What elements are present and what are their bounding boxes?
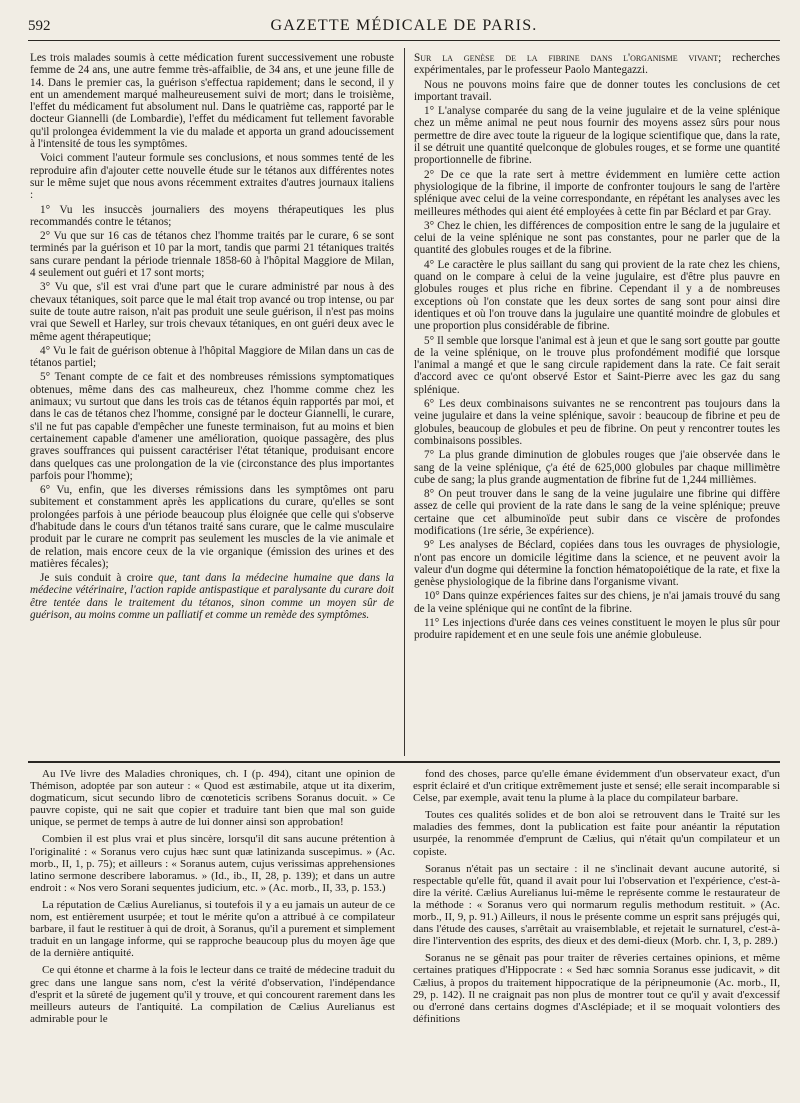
- page-header: [28, 16, 780, 41]
- paragraph: 4° Le caractère le plus saillant du sang qui provient de la rate chez les chiens, quand on le compare à celui de la veine jugulaire, est d'être plus pauvre en globules rouges et plus riche en fibrine. Cependant il y a de nombreuses exceptions où l'on constate que les deux sortes de sang sont pour ainsi dire identiques et où l'on trouve dans la jugulaire une quantité moindre de globules et une proportion plus considérable de fibrine.: [414, 258, 780, 333]
- paragraph: 6° Vu, enfin, que les diverses rémissions dans les symptômes ont paru subitement et constamment après les applications du curare, qu'elles se sont prolongées parfois à une période beaucoup plus éloignée que celle qui s'observe d'habitude dans le cours d'un tétanos traité sans curare, que le calme musculaire produit par le curare ne comprit pas seulement les muscles de la vie animale et de relation, mais encore ceux de la vie organique (émission des urines et des matières fécales);: [30, 484, 394, 570]
- paragraph: Soranus n'était pas un sectaire : il ne s'inclinait devant aucune autorité, si respectable qu'elle fût, quand il avait pour lui l'observation et l'expérience, c'est-à-dire la vérité. Cælius Aurelianus lui-même le représente comme le restaurateur de la méthode : « Soranus vero qui normarum regulis methodum restituit. » (Ac. morb., II, 9, p. 91.) Ailleurs, il nous le présente comme un esprit sans préjugés qui, dans l'étude des causes, s'arrêtait au vraisemblable, et rejetait le surnaturel, c'est-à-dire l'intervention des esprits, des dieux et des demi-dieux (Morb. chr. I, 3, p. 289.): [413, 862, 780, 948]
- article-title: Sur la genèse de la fibrine dans l'organisme vivant;: [414, 52, 722, 64]
- paragraph: 5° Il semble que lorsque l'animal est à jeun et que le sang sort goutte par goutte de la veine splénique, on le trouve plus profondément modifié que lorsque l'animal a mangé et que le sang circule rapidement dans la rate. Ce fait serait d'accord avec ce qu'ont observé Estor et Saint-Pierre avec les gaz du sang splénique.: [414, 334, 780, 396]
- paragraph: 7° La plus grande diminution de globules rouges que j'aie observée dans le sang de la veine splénique, ç'a été de 625,000 globules par chaque millimètre cube de sang; la plus grande augmentation de fibrine fut de 1,244 millièmes.: [414, 449, 780, 486]
- column-divider: [404, 48, 405, 756]
- paragraph: 3° Chez le chien, les différences de composition entre le sang de la jugulaire et celui de la veine splénique ne sont pas constantes, pour ne parler que de la quantité des globules rouges et de la fibrine.: [414, 219, 780, 257]
- paragraph: Nous ne pouvons moins faire que de donner toutes les conclusions de cet important travail.: [414, 78, 780, 103]
- paragraph: Au IVe livre des Maladies chroniques, ch. I (p. 494), citant une opinion de Thémison, adoptée par son auteur : « Quod est æstimabile, atque ut ita dixerim, dogmaticum, sicut secundo libro de cœnoteticis scribens Soranus docuit. » Ce pauvre copiste, qui ne sait que copier et traduire tant bien que mal son guide unique, se permet de temps à autre de lui donner ainsi son approbation!: [30, 768, 395, 829]
- paragraph: 4° Vu le fait de guérison obtenue à l'hôpital Maggiore de Milan dans un cas de tétanos partiel;: [30, 344, 394, 370]
- conclusion-italic: que, tant dans la médecine humaine que dans la médecine vétérinaire, l'action rapide antispastique et paralysante du curare doit être tentée dans le traitement du tétanos, sinon comme un moyen sûr de guérison, au moins comme un palliatif et comme un remède des symptômes.: [30, 572, 394, 622]
- section-divider: [28, 761, 780, 763]
- paragraph: 2° Vu que sur 16 cas de tétanos chez l'homme traités par le curare, 6 se sont terminés par la guérison et 10 par la mort, tandis que parmi 21 tétaniques traités sans curare pendant la période triennale 1858-60 à l'hôpital Maggiore de Milan, 4 seulement out guéri et 17 sont morts;: [30, 230, 394, 280]
- paragraph: 1° L'analyse comparée du sang de la veine jugulaire et de la veine splénique chez un même animal ne peut nous fournir des moyens assez sûrs pour nous permettre de dire avec toute la rigueur de la logique scientifique que, dans la rate, il se détruit une quantité quelconque de globules rouges, et se forme une quantité proportionnelle de fibrine.: [414, 105, 780, 167]
- paragraph: Soranus ne se gênait pas pour traiter de rêveries certaines opinions, et même certaines pratiques d'Hippocrate : « Sed hæc somnia Soranus esse judicavit, » dit Cælius, à propos du traitement hippocratique de la péripneumonie (Ac. morb., II, 29, p. 142). Il ne craignait pas non plus de montrer tout ce qu'il y avait d'excessif ou d'erroné dans certains dogmes d'Asclépiade; et il se moquait volontiers des définitions: [413, 952, 780, 1025]
- conclusion-paragraph: [30, 572, 394, 621]
- paragraph: Combien il est plus vrai et plus sincère, lorsqu'il dit sans aucune prétention à l'originalité : « Soranus vero cujus hæc sunt quæ latinizanda suscepimus. » (Ac. morb., II, 1, p. 75); et ailleurs : « Soranus autem, cujus verissimas apprehensiones latino sermone describere laboramus. » (Id., ib., II, 28, p. 139); et dans un autre endroit : « Nos vero Sorani sequentes judicium, etc. » (Ac. morb., II, 33, p. 153.): [30, 833, 395, 894]
- paragraph: 8° On peut trouver dans le sang de la veine jugulaire une fibrine qui diffère assez de celle qui provient de la rate dans le sang de la veine splénique; preuve certaine que cet albuminoïde peut subir dans ce viscère de profondes modifications (1re série, 3e expérience).: [414, 488, 780, 537]
- page-number: 592: [28, 18, 51, 34]
- article-subtitle: recherches expérimentales, par le professeur Paolo Mantegazzi.: [414, 52, 780, 77]
- conclusion-lead: Je suis conduit à croire: [40, 572, 159, 585]
- paragraph: 11° Les injections d'urée dans ces veines constituent le moyen le plus sûr pour produire rapidement et en une seule fois une anémie globuleuse.: [414, 617, 780, 642]
- paragraph: Voici comment l'auteur formule ses conclusions, et nous sommes tenté de les reproduire afin d'ajouter cette nouvelle étude sur le tétanos aux différentes notes sur le même sujet que nous avons récemment extraites d'autres journaux italiens :: [30, 152, 394, 202]
- paragraph: Les trois malades soumis à cette médication furent successivement une robuste femme de 24 ans, une autre femme très-affaiblie, de 34 ans, et une jeune fille de 14. Dans le premier cas, la guérison s'effectua rapidement; dans le second, il y ent un amendement marqué malheureusement suivi de mort; dans le troisième, l'effet du médicament fut absolument nul. Dans le quatrième cas, rapporté par le docteur Giannelli (de Lombardie), l'effet du médicament fut tellement favorable qu'il prolongea évidemment la vie du malade et apporta un grand adoucissement à l'intensité de tous les symptômes.: [30, 52, 394, 151]
- paragraph: 1° Vu les insuccès journaliers des moyens thérapeutiques les plus recommandés contre le tétanos;: [30, 203, 394, 228]
- paragraph: 6° Les deux combinaisons suivantes ne se rencontrent pas toujours dans la veine jugulaire et dans la veine splénique, savoir : beaucoup de fibrine et peu de globules, beaucoup de globules et peu de fibrine. On peut y rencontrer toutes les combinaisons possibles.: [414, 398, 780, 447]
- feuilleton-left-column: [30, 768, 395, 1098]
- paragraph: fond des choses, parce qu'elle émane évidemment d'un observateur exact, d'un esprit éclairé et d'un critique extrêmement juste et sensé; elle serait incomparable si Celse, par exemple, avait tenu la plume à la place du compilateur barbare.: [413, 768, 780, 805]
- running-title: GAZETTE MÉDICALE DE PARIS.: [270, 17, 538, 34]
- paragraph: 5° Tenant compte de ce fait et des nombreuses rémissions symptomatiques obtenues, même dans des cas malheureux, chez l'homme comme chez les animaux; vu surtout que dans les trois cas de tétanos équin rapportés par moi, et dans le cas de tétanos chez l'homme, consigné par le docteur Giannelli, le curare, s'il ne fut pas capable d'empêcher une funeste terminaison, fut au moins et bien certainement capable d'amener une amélioration, quoique passagère, des plus graves souffrances qui puissent caractériser l'état tétanique, produisant encore dans quelques cas une prolongation de la vie (circonstance des plus importantes parfois pour l'homme);: [30, 371, 394, 482]
- paragraph: 3° Vu que, s'il est vrai d'une part que le curare administré par nous à des chevaux tétaniques, soit parce que le mal était trop avancé ou trop intense, ou par suite de toute autre raison, n'ait pas produit une seule guérison, il n'est pas moins vrai que Sewell et Harley, sur trois chevaux tétaniques, en ont guéri deux avec le même agent thérapeutique;: [30, 281, 394, 343]
- paragraph: 9° Les analyses de Béclard, copiées dans tous les ouvrages de physiologie, n'ont pas encore un domicile légitime dans la science, et ne peuvent avoir la valeur d'un dogme qui détermine la fonction hématopoiétique de la rate, et fixe la genèse physiologique de la fibrine dans l'organisme vivant.: [414, 539, 780, 589]
- paragraph: La réputation de Cælius Aurelianus, si toutefois il y a eu jamais un auteur de ce nom, est entièrement usurpée; et tout le mérite qu'on a attribué à ce compilateur barbare, il faut le restituer à qui de droit, à Soranus, qu'il a purement et simplement traduit en un langage informe, qui se rapproche beaucoup plus du moyen âge que de la dernière antiquité.: [30, 898, 395, 960]
- left-column: [30, 52, 394, 754]
- article-heading: [414, 52, 780, 77]
- paragraph: Toutes ces qualités solides et de bon aloi se retrouvent dans le Traité sur les maladies des femmes, dont la publication est faite pour anéantir la réputation usurpée, la renommée d'emprunt de Cælius, qui n'était qu'un compilateur et un copiste.: [413, 809, 780, 858]
- right-column: [414, 52, 780, 754]
- feuilleton-right-column: [413, 768, 780, 1098]
- paragraph: Ce qui étonne et charme à la fois le lecteur dans ce traité de médecine traduit du grec dans une langue sans nom, c'est la vérité d'observation, l'indépendance d'esprit et la sûreté de jugement qu'il y trouve, et qui concourent rarement dans les meilleurs auteurs de l'antiquité. La compilation de Cælius Aurelianus est admirable pour le: [30, 964, 395, 1025]
- paragraph: 10° Dans quinze expériences faites sur des chiens, je n'ai jamais trouvé du sang de la veine splénique qui ne contînt de la fibrine.: [414, 590, 780, 615]
- paragraph: 2° De ce que la rate sert à mettre évidemment en lumière cette action physiologique de la fibrine, il importe de confronter toujours le sang de l'artère splénique avec celui de la veine correspondante, en répétant les analyses avec les meilleures méthodes qui aient été employées à cette fin par Béclard et par Gray.: [414, 168, 780, 218]
